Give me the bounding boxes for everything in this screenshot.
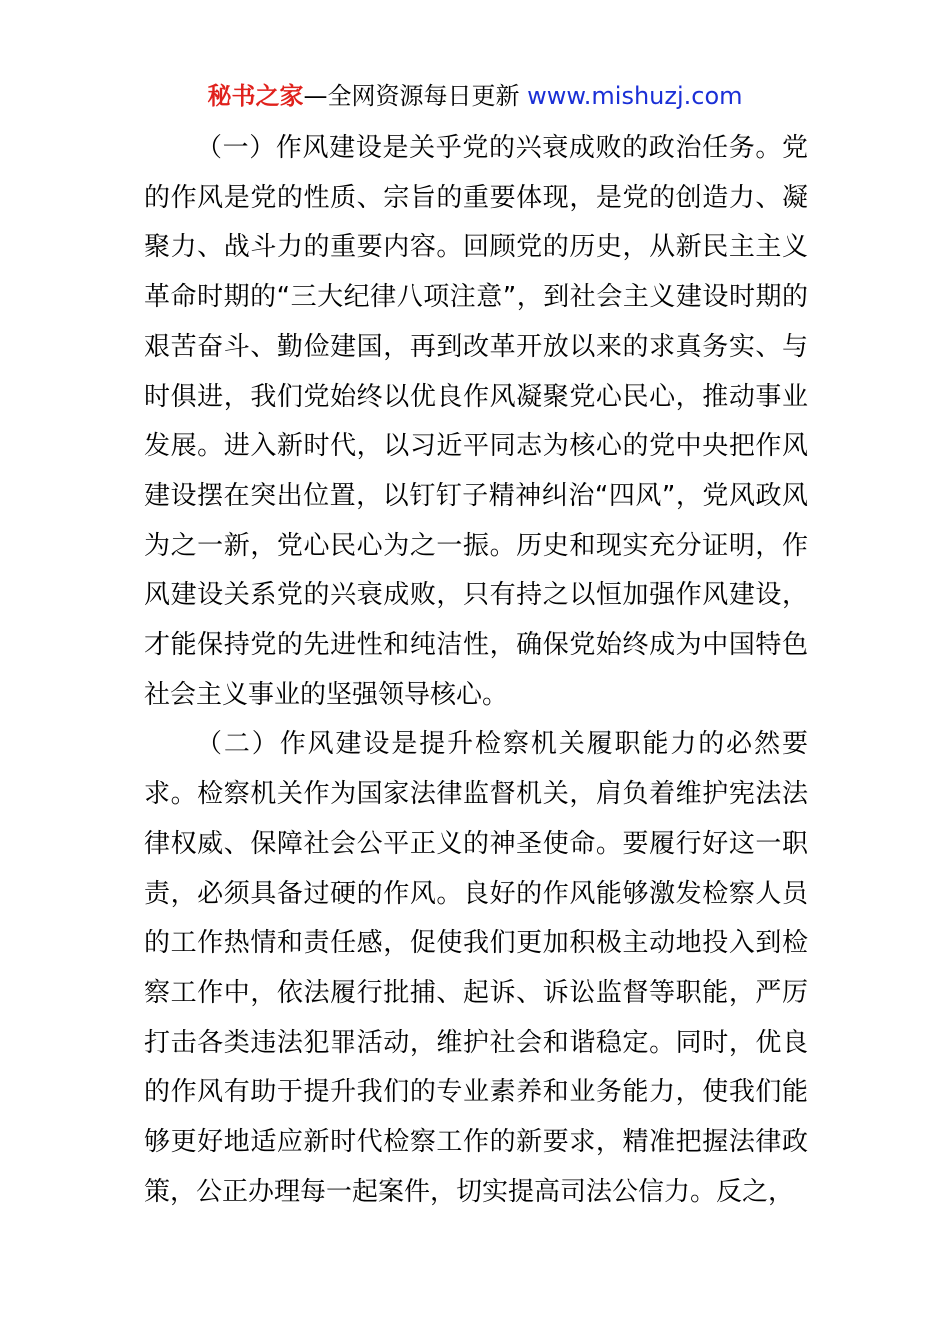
site-tagline: —全网资源每日更新 (303, 82, 520, 110)
site-brand: 秘书之家 (207, 82, 304, 110)
document-body (144, 124, 808, 1217)
site-header (0, 79, 950, 113)
paragraph-1: （一）作风建设是关乎党的兴衰成败的政治任务。党的作风是党的性质、宗旨的重要体现，是党的创造力、凝聚力、战斗力的重要内容。回顾党的历史，从新民主主义革命时期的“三大纪律八项注意”，到社会主义建设时期的艰苦奋斗、勤俭建国，再到改革开放以来的求真务实、与时俱进，我们党始终以优良作风凝聚党心民心，推动事业发展。进入新时代，以习近平同志为核心的党中央把作风建设摆在突出位置，以钉钉子精神纠治“四风”，党风政风为之一新，党心民心为之一振。历史和现实充分证明，作风建设关系党的兴衰成败，只有持之以恒加强作风建设，才能保持党的先进性和纯洁性，确保党始终成为中国特色社会主义事业的坚强领导核心。 (144, 133, 808, 710)
paragraph-2: （二）作风建设是提升检察机关履职能力的必然要求。检察机关作为国家法律监督机关，肩负着维护宪法法律权威、保障社会公平正义的神圣使命。要履行好这一职责，必须具备过硬的作风。良好的作风能够激发检察人员的工作热情和责任感，促使我们更加积极主动地投入到检察工作中，依法履行批捕、起诉、诉讼监督等职能，严厉打击各类违法犯罪活动，维护社会和谐稳定。同时，优良的作风有助于提升我们的专业素养和业务能力，使我们能够更好地适应新时代检察工作的新要求，精准把握法律政策，公正办理每一起案件，切实提高司法公信力。反之， (144, 729, 808, 1207)
site-url-link[interactable]: www.mishuzj.com (527, 82, 743, 110)
